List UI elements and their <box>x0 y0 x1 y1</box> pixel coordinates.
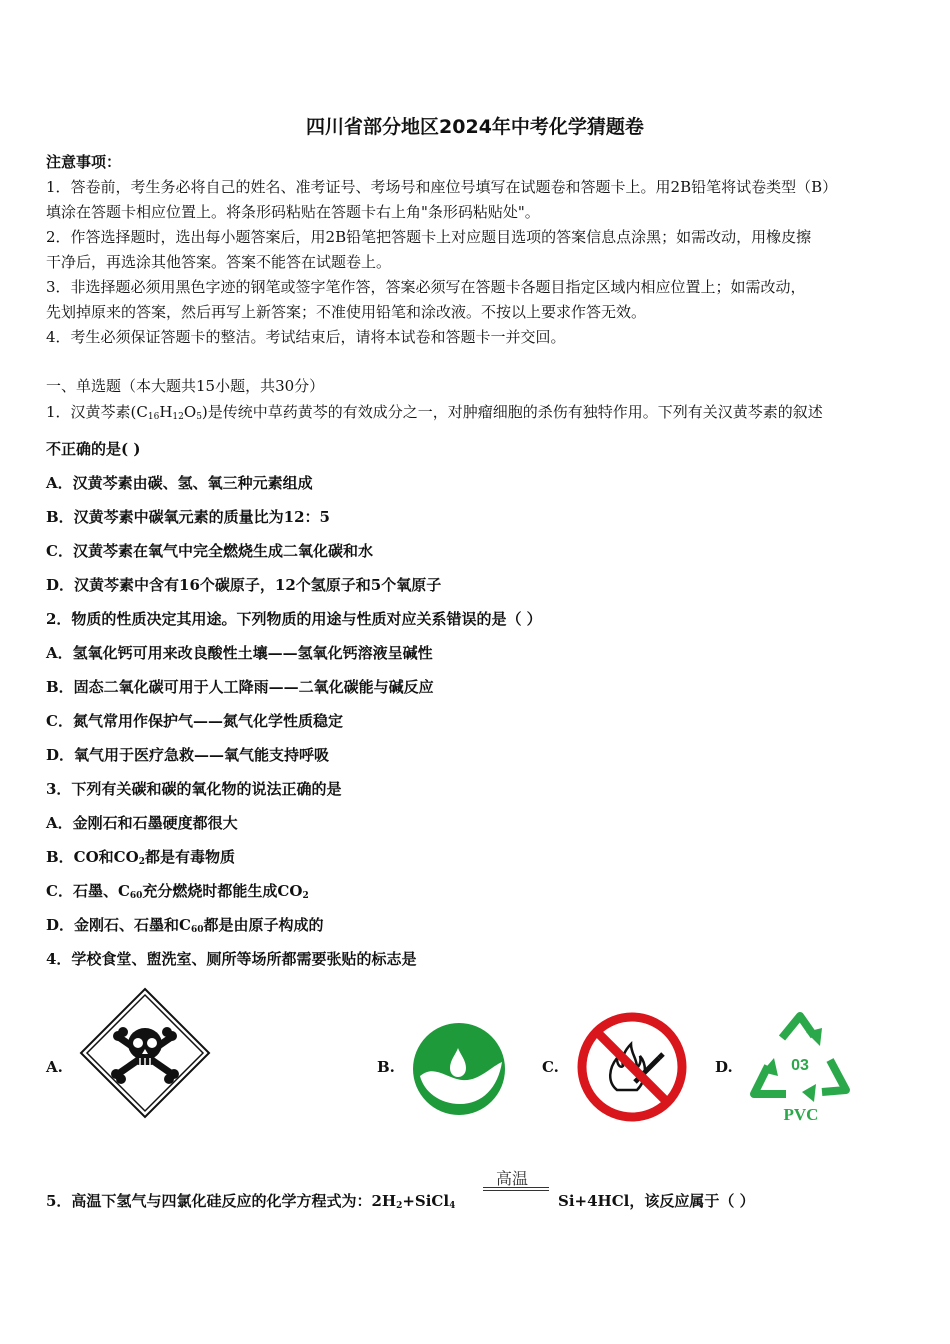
question-2-option-c: C．氮气常用作保护气——氮气化学性质稳定 <box>46 712 343 730</box>
question-5-product: Si+4HCl，该反应属于（ ） <box>558 1192 755 1210</box>
equation-bar <box>483 1187 549 1188</box>
notice-line-3: 2．作答选择题时，选出每小题答案后，用2B铅笔把答题卡上对应题目选项的答案信息点涂黑；如需改动，用橡皮擦 <box>46 228 812 246</box>
question-5-stem: 5．高温下氢气与四氯化硅反应的化学方程式为：$2H_2+SiCl_4$ <box>46 1192 456 1211</box>
question-4-label-c: C. <box>542 1058 559 1076</box>
question-3-option-d: D．金刚石、石墨和$C_{60}$都是由原子构成的 <box>46 916 324 935</box>
question-1-stem: 1．汉黄芩素$(C_{16}H_{12}O_5)$是传统中草药黄芩的有效成分之一，对肿瘤细胞的杀伤有独特作用。下列有关汉黄芩素的叙述 <box>46 403 823 422</box>
question-3-stem: 3．下列有关碳和碳的氧化物的说法正确的是 <box>46 780 342 798</box>
notice-line-1: 1．答卷前，考生务必将自己的姓名、准考证号、考场号和座位号填写在试题卷和答题卡上。用2B铅笔将试卷类型（B） <box>46 178 838 196</box>
skull-crossbones-icon <box>78 986 212 1120</box>
notice-line-7: 4．考生必须保证答题卡的整洁。考试结束后，请将本试卷和答题卡一并交回。 <box>46 328 566 346</box>
question-2-stem: 2．物质的性质决定其用途。下列物质的用途与性质对应关系错误的是（ ） <box>46 610 542 628</box>
recycle-icon <box>746 1010 854 1124</box>
question-4-label-a: A. <box>46 1058 63 1076</box>
notice-line-5: 3．非选择题必须用黑色字迹的钢笔或签字笔作答，答案必须写在答题卡各题目指定区域内相应位置上；如需改动， <box>46 278 806 296</box>
notice-line-2: 填涂在答题卡相应位置上。将条形码粘贴在答题卡右上角"条形码粘贴处"。 <box>46 203 540 221</box>
water-saving-icon <box>412 1022 506 1116</box>
notice-line-6: 先划掉原来的答案，然后再写上新答案；不准使用铅笔和涂改液。不按以上要求作答无效。 <box>46 303 647 321</box>
question-2-option-b: B．固态二氧化碳可用于人工降雨——二氧化碳能与碱反应 <box>46 678 434 696</box>
question-1-stem-cont: 不正确的是( ) <box>46 440 141 458</box>
question-4-label-b: B. <box>377 1058 395 1076</box>
reaction-condition: 高温 <box>496 1169 529 1188</box>
question-1-option-c: C．汉黄芩素在氧气中完全燃烧生成二氧化碳和水 <box>46 542 373 560</box>
question-3-option-c: C．石墨、$C_{60}$充分燃烧时都能生成$CO_2$ <box>46 882 309 901</box>
recycle-number: 03 <box>791 1057 809 1074</box>
question-2-option-d: D．氧气用于医疗急救——氧气能支持呼吸 <box>46 746 330 764</box>
question-1-option-a: A．汉黄芩素由碳、氢、氧三种元素组成 <box>46 474 313 492</box>
question-4-label-d: D. <box>715 1058 733 1076</box>
question-4-stem: 4．学校食堂、盥洗室、厕所等场所都需要张贴的标志是 <box>46 950 417 968</box>
section-heading: 一、单选题（本大题共15小题，共30分） <box>46 377 325 395</box>
page-title: 四川省部分地区2024年中考化学猜题卷 <box>306 116 644 138</box>
question-2-option-a: A．氢氧化钙可用来改良酸性土壤——氢氧化钙溶液呈碱性 <box>46 644 433 662</box>
recycle-material: PVC <box>783 1105 819 1124</box>
question-3-option-a: A．金刚石和石墨硬度都很大 <box>46 814 238 832</box>
question-1-option-b: B．汉黄芩素中碳氧元素的质量比为12：5 <box>46 508 330 526</box>
notice-line-4: 干净后，再选涂其他答案。答案不能答在试题卷上。 <box>46 253 392 271</box>
no-fire-icon <box>577 1012 687 1122</box>
question-1-option-d: D．汉黄芩素中含有16个碳原子，12个氢原子和5个氧原子 <box>46 576 442 594</box>
question-3-option-b: B．CO和$CO_2$都是有毒物质 <box>46 848 235 867</box>
notice-heading: 注意事项： <box>46 153 122 171</box>
